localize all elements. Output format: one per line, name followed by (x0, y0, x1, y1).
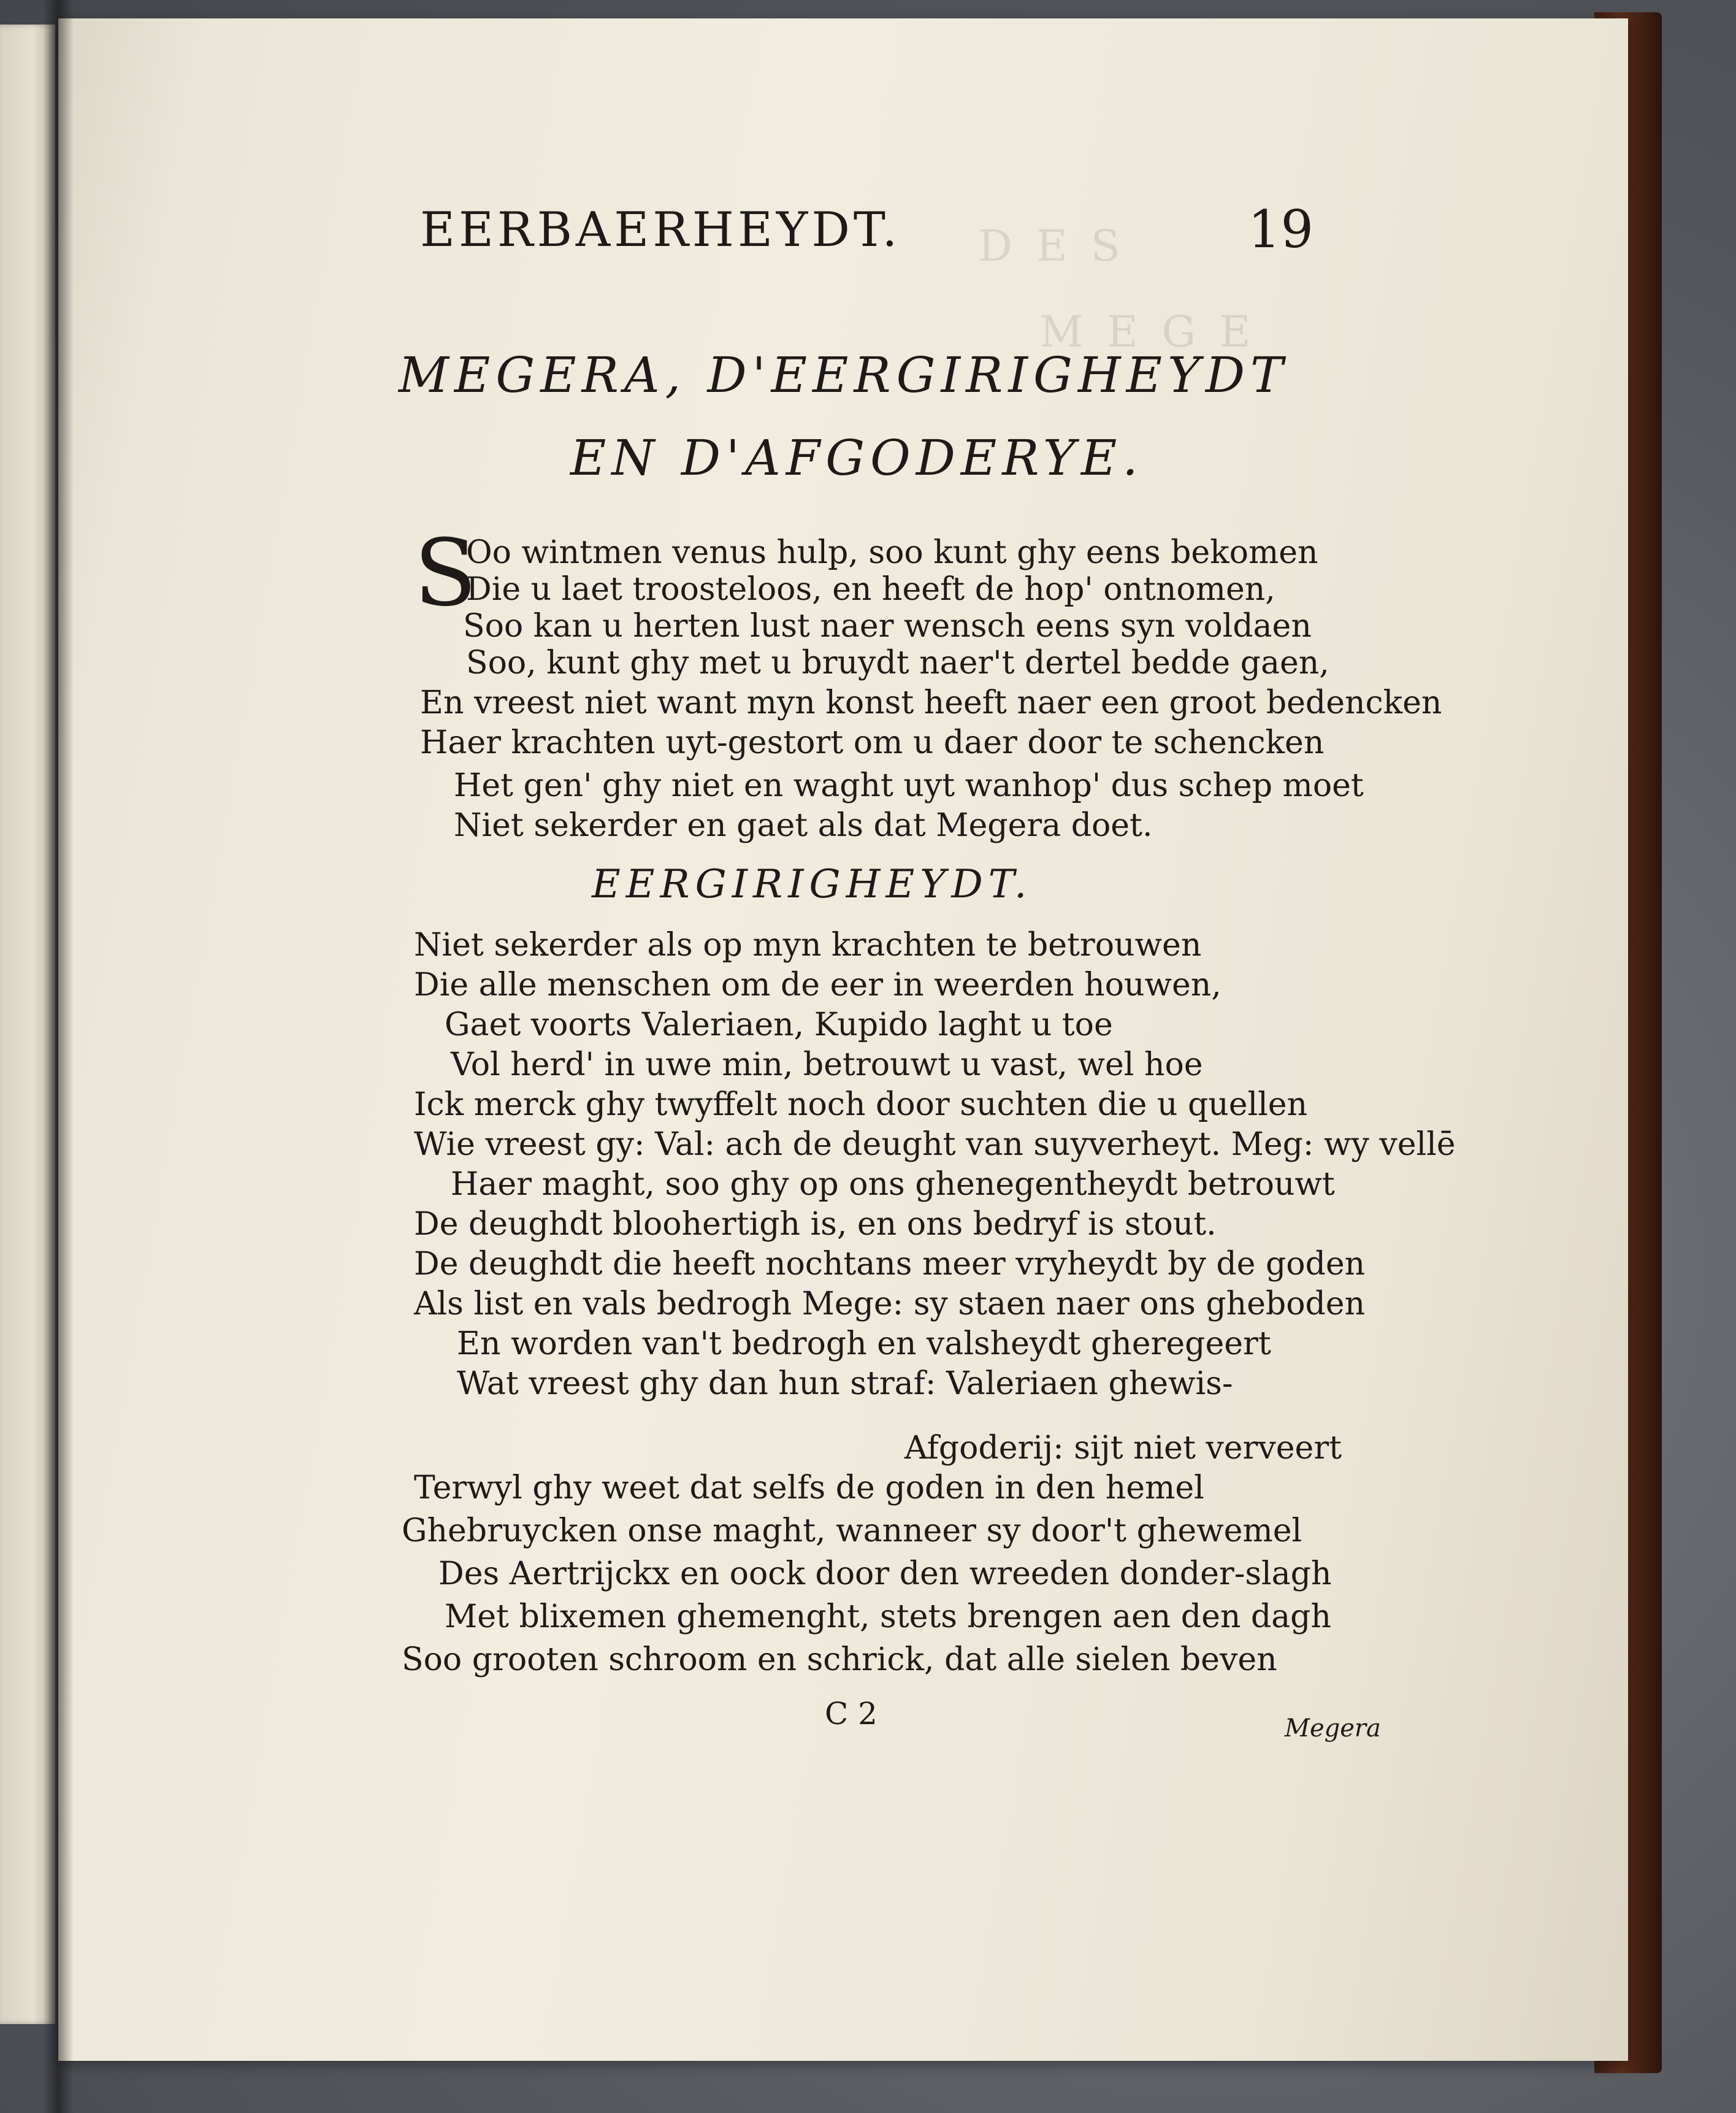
verse-line: Soo kan u herten lust naer wensch eens syn voldaen (463, 608, 1312, 645)
verse-line: De deughdt die heeft nochtans meer vryheydt by de goden (414, 1246, 1366, 1283)
verse-line: Als list en vals bedrogh Mege: sy staen naer ons gheboden (414, 1286, 1366, 1322)
verse-line: Wat vreest ghy dan hun straf: Valeriaen ghewis- (457, 1365, 1233, 1402)
verse-line: Terwyl ghy weet dat selfs de goden in den hemel (414, 1470, 1204, 1506)
section-title-line1: MEGERA, D'EERGIRIGHEYDT (399, 347, 1289, 404)
verse-line: Gaet voorts Valeriaen, Kupido laght u toe (445, 1007, 1113, 1043)
verse-line: Wie vreest gy: Val: ach de deught van suyverheyt. Meg: wy vellē (414, 1126, 1456, 1163)
signature-mark: C 2 (825, 1696, 878, 1731)
book-gutter-shadow (43, 0, 74, 2113)
verse-line: De deughdt bloohertigh is, en ons bedryf is stout. (414, 1206, 1217, 1243)
verse-line: Die alle menschen om de eer in weerden houwen, (414, 967, 1222, 1003)
show-through-text: D E S (978, 221, 1125, 271)
verse-line: En vreest niet want myn konst heeft naer een groot bedencken (420, 685, 1442, 721)
verse-line: Ghebruycken onse maght, wanneer sy door't ghewemel (402, 1513, 1302, 1549)
running-head: EERBAERHEYDT. (420, 202, 901, 258)
verse-line: Met blixemen ghemenght, stets brengen aen den dagh (445, 1598, 1331, 1635)
verse-line: Des Aertrijckx en oock door den wreeden donder-slagh (438, 1555, 1332, 1592)
verse-line: Haer krachten uyt-gestort om u daer door te schencken (420, 724, 1325, 761)
page-number: 19 (1248, 199, 1313, 259)
verse-line: Het gen' ghy niet en waght uyt wanhop' dus schep moet (454, 767, 1364, 804)
verse-line: Soo grooten schroom en schrick, dat alle sielen beven (402, 1641, 1277, 1678)
verse-line: Haer maght, soo ghy op ons ghenegentheydt betrouwt (451, 1166, 1335, 1203)
section-title-line2: EN D'AFGODERYE. (570, 429, 1144, 486)
book-page (58, 18, 1628, 2061)
drop-cap: S (414, 520, 477, 627)
verse-line: Niet sekerder en gaet als dat Megera doet. (454, 807, 1153, 844)
verse-line: En worden van't bedrogh en valsheydt gheregeert (457, 1325, 1271, 1362)
verse-line: Vol herd' in uwe min, betrouwt u vast, wel hoe (451, 1046, 1203, 1083)
verse-line: Afgoderij: sijt niet verveert (904, 1430, 1342, 1467)
verse-line: Ick merck ghy twyffelt noch door suchten die u quellen (414, 1086, 1308, 1123)
verse-line: Die u laet troosteloos, en heeft de hop' ontnomen, (466, 571, 1275, 608)
catchword: Megera (1285, 1714, 1381, 1743)
verse-line: Soo, kunt ghy met u bruydt naer't dertel bedde gaen, (466, 645, 1329, 681)
verse-line: Niet sekerder als op myn krachten te betrouwen (414, 927, 1202, 964)
speaker-heading: EERGIRIGHEYDT. (592, 862, 1033, 907)
verse-line: Oo wintmen venus hulp, soo kunt ghy eens bekomen (466, 534, 1318, 571)
show-through-text: M E G E (1039, 307, 1256, 357)
